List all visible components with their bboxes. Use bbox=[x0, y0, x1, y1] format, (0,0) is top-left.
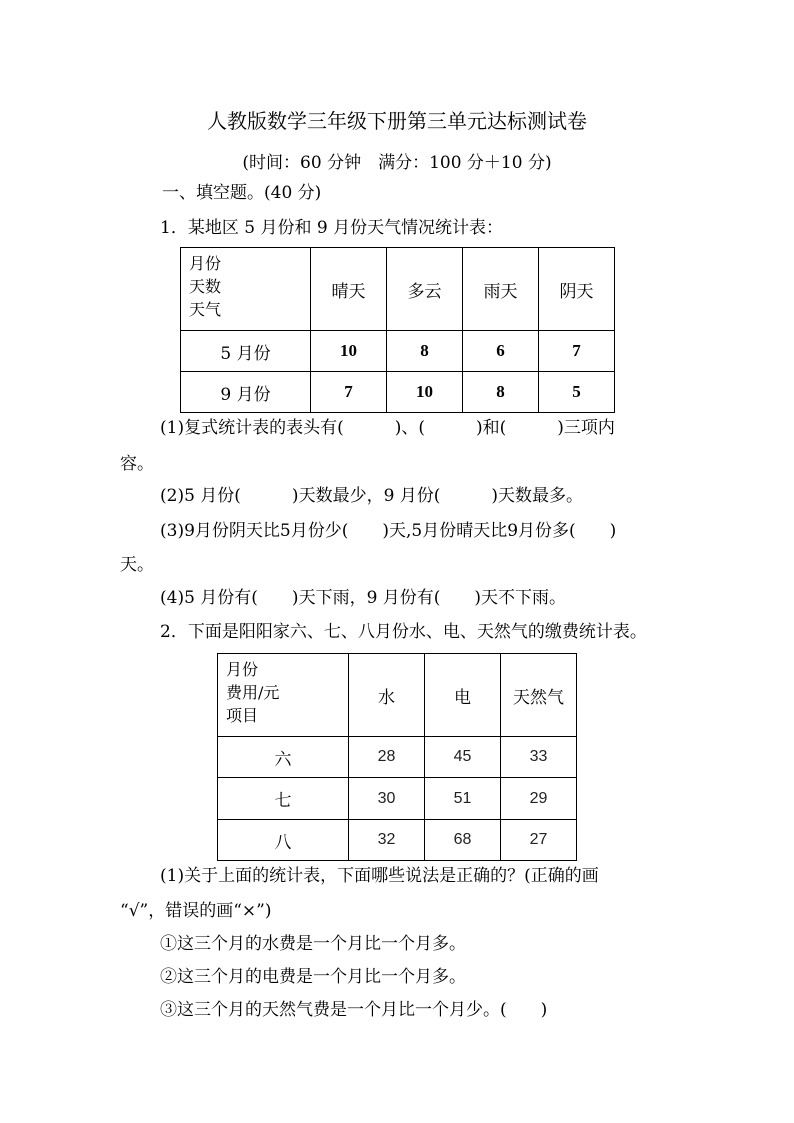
table-cell: 5 bbox=[539, 372, 615, 413]
header-line-weather: 天气 bbox=[189, 300, 222, 319]
table-cell: 7 bbox=[539, 331, 615, 372]
table-row bbox=[218, 820, 577, 861]
table-corner-header bbox=[181, 248, 311, 331]
table-cell: 33 bbox=[501, 737, 577, 778]
header-line-month: 月份 bbox=[226, 660, 259, 679]
exam-info: (时间：60 分钟 满分：100 分＋10 分) bbox=[242, 153, 552, 173]
table-cell: 27 bbox=[501, 820, 577, 861]
table-cell: 10 bbox=[311, 331, 387, 372]
table-cell: 68 bbox=[425, 820, 501, 861]
row-label: 六 bbox=[218, 737, 349, 778]
header-line-fee: 费用/元 bbox=[226, 683, 280, 702]
table-cell: 29 bbox=[501, 778, 577, 820]
column-header: 晴天 bbox=[311, 248, 387, 331]
question-2-title: 2．下面是阳阳家六、七、八月份水、电、天然气的缴费统计表。 bbox=[160, 622, 647, 642]
table-row bbox=[218, 778, 577, 820]
question-2-1-line2: “√”，错误的画“×”) bbox=[120, 901, 272, 921]
question-1-2: (2)5 月份( )天数最少，9 月份( )天数最多。 bbox=[160, 486, 584, 506]
column-header: 电 bbox=[425, 654, 501, 737]
table-cell: 45 bbox=[425, 737, 501, 778]
statement-2: ②这三个月的电费是一个月比一个月多。 bbox=[160, 967, 466, 987]
statement-1: ①这三个月的水费是一个月比一个月多。 bbox=[160, 934, 466, 954]
table-cell: 30 bbox=[349, 778, 425, 820]
question-1-1-line2: 容。 bbox=[120, 454, 154, 474]
page-title: 人教版数学三年级下册第三单元达标测试卷 bbox=[207, 109, 587, 133]
row-label: 9 月份 bbox=[181, 372, 311, 413]
row-label: 5 月份 bbox=[181, 331, 311, 372]
column-header: 雨天 bbox=[463, 248, 539, 331]
table-cell: 8 bbox=[463, 372, 539, 413]
table-cell: 51 bbox=[425, 778, 501, 820]
fees-table bbox=[217, 653, 577, 861]
table-row bbox=[181, 331, 615, 372]
column-header: 水 bbox=[349, 654, 425, 737]
table-cell: 28 bbox=[349, 737, 425, 778]
table-cell: 8 bbox=[387, 331, 463, 372]
question-1-4: (4)5 月份有( )天下雨，9 月份有( )天不下雨。 bbox=[160, 588, 567, 608]
table-cell: 7 bbox=[311, 372, 387, 413]
column-header: 天然气 bbox=[501, 654, 577, 737]
table-row bbox=[218, 737, 577, 778]
column-header: 阴天 bbox=[539, 248, 615, 331]
table-row bbox=[181, 372, 615, 413]
question-1-title: 1．某地区 5 月份和 9 月份天气情况统计表： bbox=[160, 218, 504, 238]
question-2-1-line1: (1)关于上面的统计表，下面哪些说法是正确的？(正确的画 bbox=[160, 866, 599, 886]
table-cell: 6 bbox=[463, 331, 539, 372]
row-label: 八 bbox=[218, 820, 349, 861]
header-line-month: 月份 bbox=[189, 254, 222, 273]
question-1-3-line1: (3)9月份阴天比5月份少( )天,5月份晴天比9月份多( ) bbox=[160, 521, 617, 541]
row-label: 七 bbox=[218, 778, 349, 820]
weather-table bbox=[180, 247, 615, 413]
header-line-item: 项目 bbox=[226, 706, 259, 725]
statement-3: ③这三个月的天然气费是一个月比一个月少。( ) bbox=[160, 1000, 548, 1020]
question-1-3-line2: 天。 bbox=[120, 555, 154, 575]
header-line-days: 天数 bbox=[189, 277, 222, 296]
question-1-1-line1: (1)复式统计表的表头有( )、( )和( )三项内 bbox=[160, 418, 615, 438]
table-cell: 10 bbox=[387, 372, 463, 413]
table-cell: 32 bbox=[349, 820, 425, 861]
section-heading: 一、填空题。(40 分) bbox=[162, 183, 322, 203]
column-header: 多云 bbox=[387, 248, 463, 331]
table-corner-header bbox=[218, 654, 349, 737]
